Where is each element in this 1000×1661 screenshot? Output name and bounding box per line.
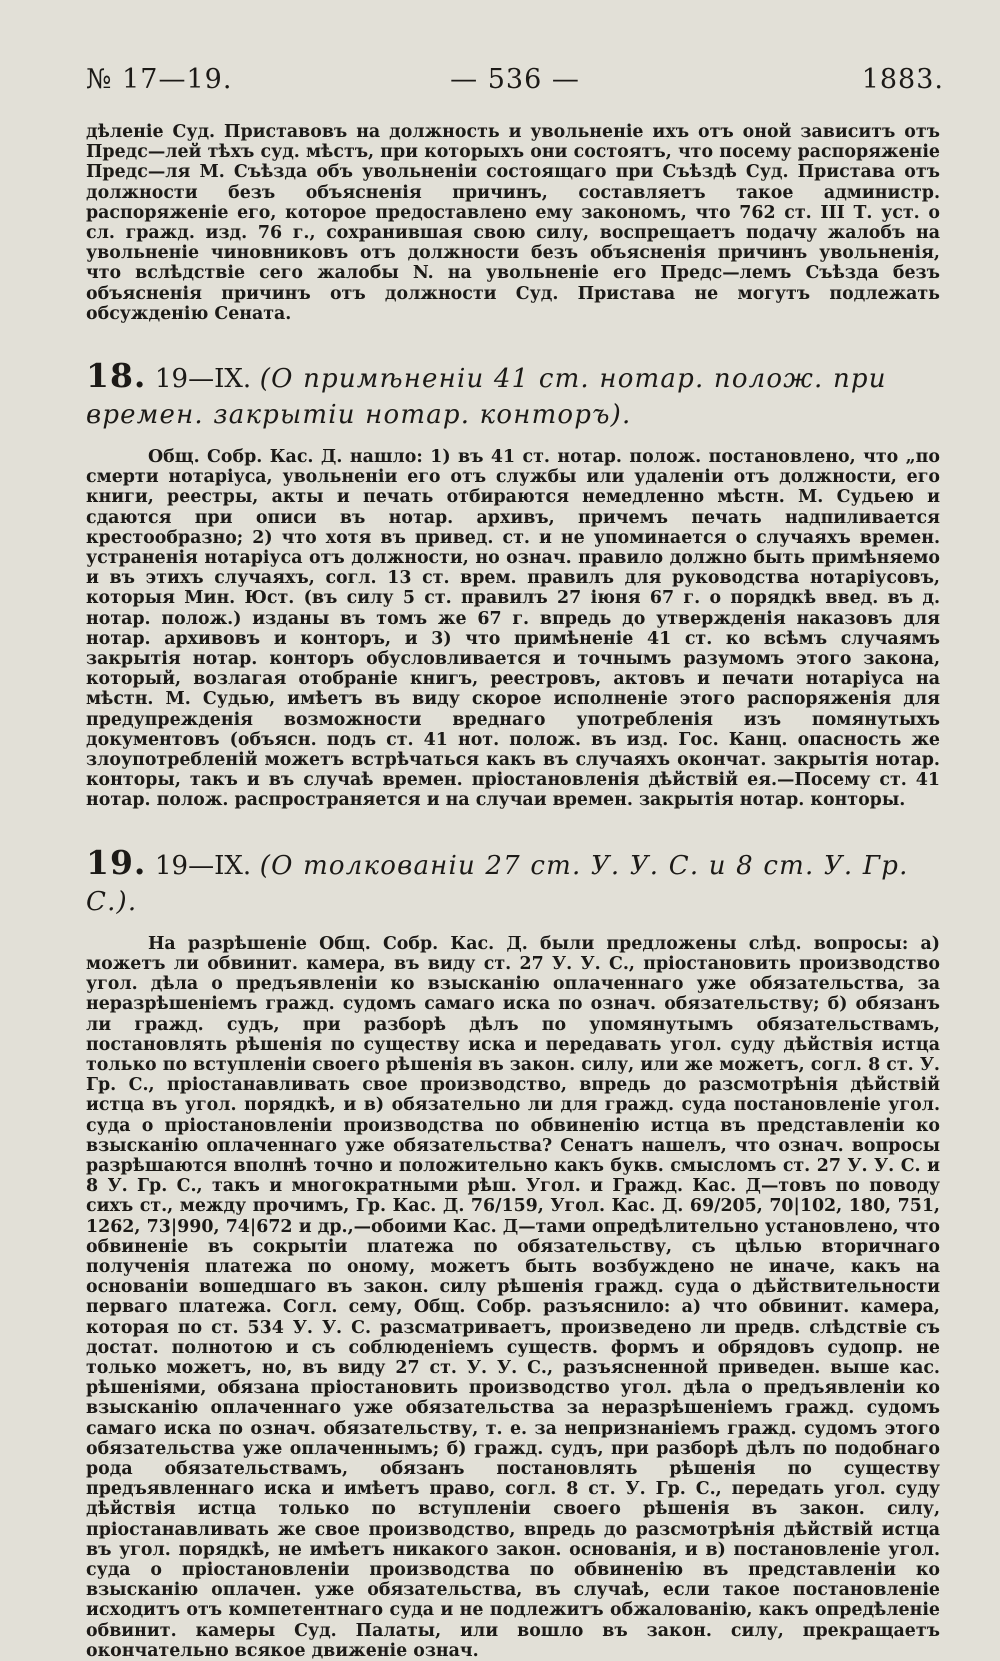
section-19-paragraph: На разрѣшеніе Общ. Собр. Кас. Д. были предложены слѣд. вопросы: а) можетъ ли обвинит. камера, въ виду ст. 27 У. У. С., пріостановить производство угол. дѣла о предъявленіи ко взысканію оплаченнаго уже обязательства, за неразрѣшеніемъ гражд. судомъ самаго иска по означ. обязательству; б) обязанъ ли гражд. судъ, при разборѣ дѣлъ по упомянутымъ обязательствамъ, постановлять рѣшенія по существу иска и передавать угол. суду дѣйствія истца только по вступленіи своего рѣшенія въ закон. силу, или же можетъ, согл. 8 ст. У. Гр. С., пріостанавливать свое производство, впредь до разсмотрѣнія дѣйствій истца въ угол. порядкѣ, и в) обязательно ли для гражд. суда постановленіе угол. суда о пріостановленіи производства по обвиненію истца въ представленіи ко взысканію оплаченнаго уже обязательства? Сенатъ нашелъ, что означ. вопросы разрѣшаются вполнѣ точно и положительно какъ букв. смысломъ ст. 27 У. У. С. и 8 У. Гр. С., такъ и многократными рѣш. Угол. и Гражд. Кас. Д—товъ по поводу сихъ ст., между прочимъ, Гр. Кас. Д. 76/159, Угол. Кас. Д. 69/205, 70|102, 180, 751, 1262, 73|990, 74|672 и др.,—обоими Кас. Д—тами опредѣлительно установлено, что обвиненіе въ сокрытіи платежа по обязательству, съ цѣлью вторичнаго полученія платежа по оному, можетъ быть возбуждено не иначе, какъ на основаніи вошедшаго въ закон. силу рѣшенія гражд. суда о дѣйствительности перваго платежа. Согл. сему, Общ. Собр. разъяснило: а) что обвинит. камера, которая по ст. 534 У. У. С. разсматриваетъ, произведено ли предв. слѣдствіе съ достат. полнотою и съ соблюденіемъ существ. формъ и обрядовъ судопр. не только можетъ, но, въ виду 27 ст. У. У. С., разъясненной приведен. выше кас. рѣшеніями, обязана пріостановить производство угол. дѣла о предъявленіи ко взысканію оплаченнаго уже обязательства за неразрѣшеніемъ гражд. судомъ самаго иска по означ. обязательству, т. е. за непризнаніемъ гражд. судомъ этого обязательства уже оплаченнымъ; б) гражд. судъ, при разборѣ дѣлъ по подобнаго рода обязательствамъ, обязанъ постановлять рѣшенія по существу предъявленнаго иска и имѣетъ право, согл. 8 ст. У. Гр. С., передать угол. суду дѣйствія истца только по вступленіи своего рѣшенія въ закон. силу, пріостанавливать же свое производство, впредь до разсмотрѣнія дѣйствій истца въ угол. порядкѣ, не имѣетъ никакого закон. основанія, и в) постановленіе угол. суда о пріостановленіи производства по обвиненію въ представленіи ко взысканію оплачен. уже обязательства, въ случаѣ, если такое постановленіе исходитъ отъ компетентнаго суда и не подлежитъ обжалованію, какъ опредѣленіе обвинит. камеры Суд. Палаты, или вошло въ закон. силу, прекращаетъ окончательно всякое движеніе означ. <box>86 933 940 1661</box>
header-issue-numbers: № 17—19. <box>86 64 233 95</box>
section-18-paragraph: Общ. Собр. Кас. Д. нашло: 1) въ 41 ст. нотар. полож. постановлено, что „по смерти нотаріуса, увольненіи его отъ службы или удаленіи отъ должности, его книги, реестры, акты и печать отбираются немедленно мѣстн. М. Судьею и сдаются при описи въ нотар. архивъ, причемъ печать надпиливается крестообразно; 2) что хотя въ привед. ст. и не упоминается о случаяхъ времен. устраненія нотаріуса отъ должности, но означ. правило должно быть примѣняемо и въ этихъ случаяхъ, согл. 13 ст. врем. правилъ для руководства нотаріусовъ, которыя Мин. Юст. (въ силу 5 ст. правилъ 27 іюня 67 г. о порядкѣ введ. въ д. нотар. полож.) изданы въ томъ же 67 г. впредь до утвержденія наказовъ для нотар. архивовъ и конторъ, и 3) что примѣненіе 41 ст. ко всѣмъ случаямъ закрытія нотар. конторъ обусловливается и точнымъ разумомъ этого закона, который, возлагая отобраніе книгъ, реестровъ, актовъ и печати нотаріуса на мѣстн. М. Судью, имѣетъ въ виду скорое исполненіе этого распоряженія для предупрежденія возможности вреднаго употребленія изъ помянутыхъ документовъ (объясн. подъ ст. 41 нот. полож. въ изд. Гос. Канц. опасность же злоупотребленій можетъ встрѣчаться какъ въ случаяхъ окончат. закрытія нотар. конторы, такъ и въ случаѣ времен. пріостановленія дѣйствій ея.—Посему ст. 41 нотар. полож. распространяется и на случаи времен. закрытія нотар. конторы. <box>86 447 940 811</box>
intro-paragraph: дѣленіе Суд. Приставовъ на должность и увольненіе ихъ отъ оной зависитъ отъ Предс—лей тѣхъ суд. мѣстъ, при которыхъ они состоятъ, что посему распоряженіе Предс—ля М. Съѣзда объ увольненіи состоящаго при Съѣздѣ Суд. Пристава отъ должности безъ объясненія причинъ, составляетъ такое администр. распоряженіе его, которое предоставлено ему закономъ, что 762 ст. III Т. уст. о сл. гражд. изд. 76 г., сохранившая свою силу, воспрещаетъ подачу жалобъ на увольненіе чиновниковъ отъ должности безъ объясненія причинъ увольненія, что вслѣдствіе сего жалобы N. на увольненіе его Предс—лемъ Съѣзда безъ объясненія причинъ отъ должности Суд. Пристава не могутъ подлежать обсужденію Сената. <box>86 122 940 324</box>
page-header <box>86 64 944 104</box>
page-body <box>86 122 940 1661</box>
section-19-number: 19. <box>86 842 147 882</box>
header-year: 1883. <box>861 64 944 95</box>
section-18-heading <box>86 358 940 433</box>
section-18-title: (О примѣненіи 41 ст. нотар. полож. при времен. закрытіи нотар. конторъ). <box>86 364 887 431</box>
section-19-title: (О толкованіи 27 ст. У. У. С. и 8 ст. У. Гр. С.). <box>86 850 909 917</box>
header-page-number: — 536 — <box>450 64 580 95</box>
section-18-date: 19—IX. <box>155 364 252 395</box>
section-18-number: 18. <box>86 356 147 396</box>
section-19-date: 19—IX. <box>155 850 252 881</box>
section-19-heading <box>86 842 940 920</box>
